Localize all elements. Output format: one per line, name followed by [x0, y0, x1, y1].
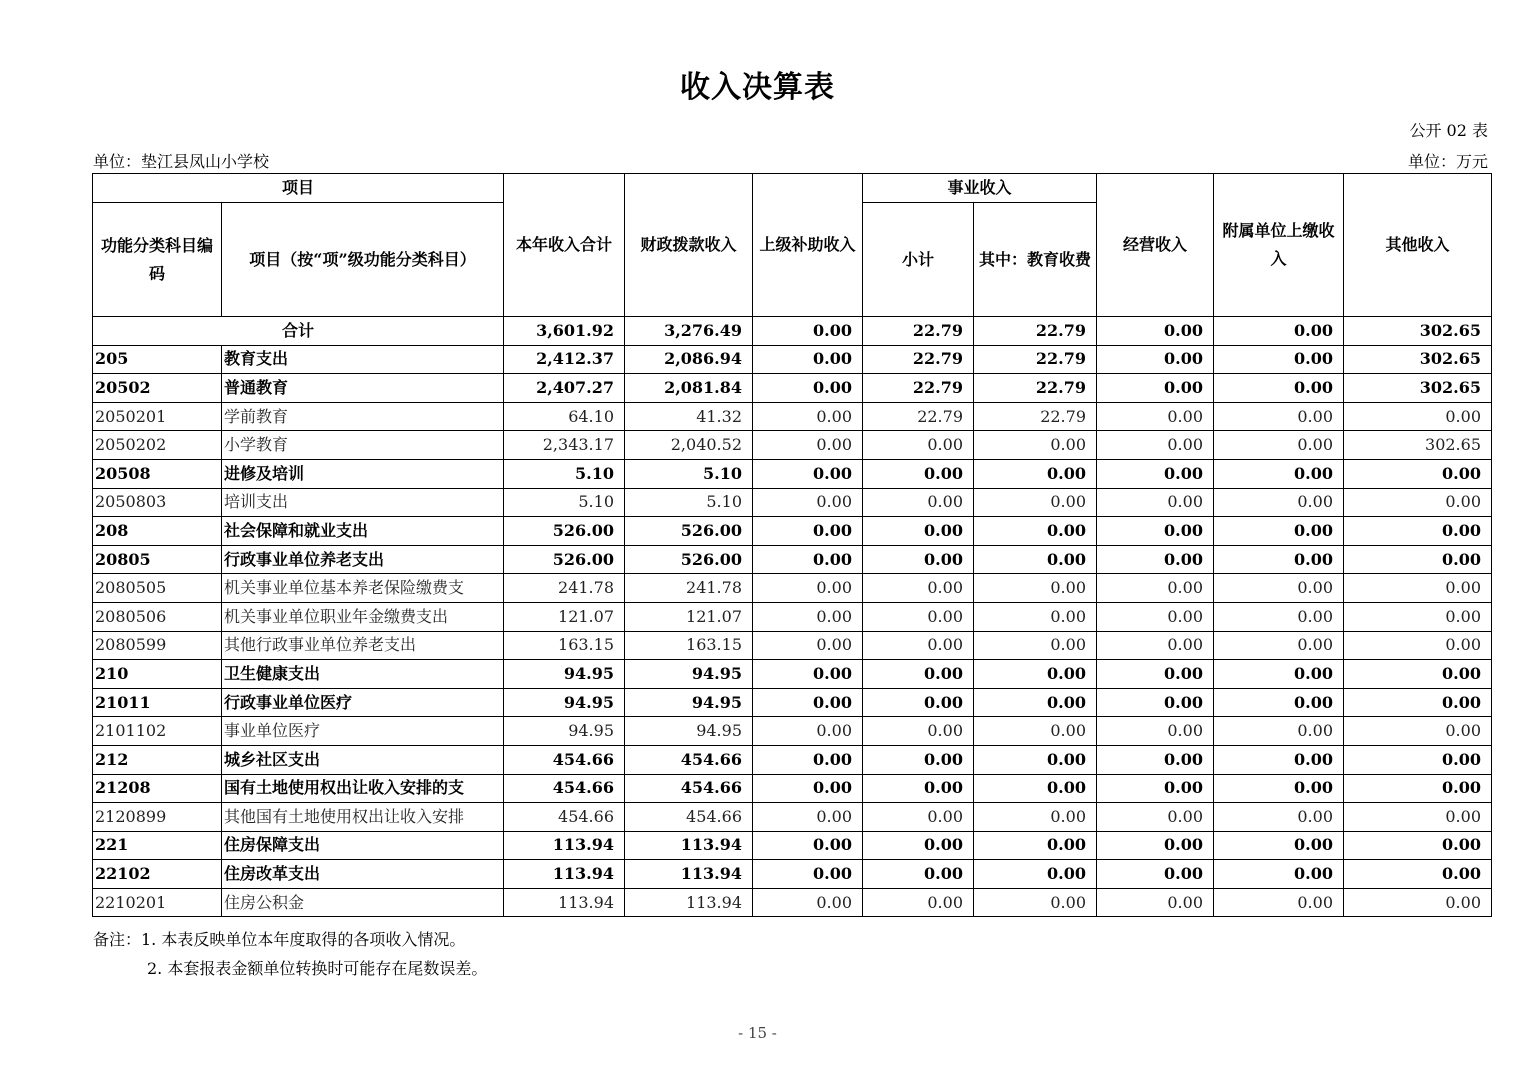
cell-value: 0.00 [753, 688, 863, 717]
cell-value: 0.00 [1344, 774, 1492, 803]
table-row [93, 888, 1492, 917]
cell-value: 0.00 [974, 831, 1097, 860]
cell-value: 0.00 [974, 888, 1097, 917]
cell-value: 302.65 [1344, 374, 1492, 403]
cell-value: 0.00 [753, 660, 863, 689]
cell-value: 0.00 [1344, 860, 1492, 889]
cell-value: 526.00 [625, 517, 753, 546]
cell-code: 2050202 [93, 431, 222, 460]
total-label: 合计 [93, 317, 504, 346]
cell-value: 302.65 [1344, 431, 1492, 460]
cell-value: 0.00 [753, 488, 863, 517]
cell-value: 0.00 [753, 431, 863, 460]
cell-code: 21208 [93, 774, 222, 803]
cell-value: 0.00 [974, 774, 1097, 803]
cell-code: 2080506 [93, 602, 222, 631]
cell-value: 0.00 [1344, 660, 1492, 689]
cell-value: 0.00 [1344, 688, 1492, 717]
cell-value: 0.00 [974, 717, 1097, 746]
cell-value: 22.79 [974, 402, 1097, 431]
cell-value: 94.95 [625, 660, 753, 689]
cell-value: 526.00 [504, 545, 625, 574]
cell-value: 0.00 [1214, 717, 1344, 746]
cell-value: 0.00 [1097, 745, 1214, 774]
cell-value: 0.00 [863, 459, 974, 488]
cell-value: 0.00 [974, 631, 1097, 660]
cell-name: 社会保障和就业支出 [222, 517, 504, 546]
page-number: - 15 - [738, 1024, 777, 1042]
header-operating: 经营收入 [1097, 174, 1214, 317]
cell-value: 0.00 [1097, 803, 1214, 832]
cell-value: 0.00 [753, 517, 863, 546]
cell-name: 事业单位医疗 [222, 717, 504, 746]
cell-value: 0.00 [1214, 517, 1344, 546]
cell-value: 5.10 [625, 488, 753, 517]
cell-value: 0.00 [753, 574, 863, 603]
cell-value: 0.00 [1214, 574, 1344, 603]
cell-value: 0.00 [1214, 374, 1344, 403]
cell-value: 2,412.37 [504, 345, 625, 374]
table-row [93, 459, 1492, 488]
cell-value: 0.00 [974, 488, 1097, 517]
reporting-unit: 单位：垫江县凤山小学校 [93, 152, 270, 171]
cell-value: 0.00 [1214, 774, 1344, 803]
income-table [92, 173, 1492, 917]
table-row [93, 545, 1492, 574]
cell-value: 526.00 [504, 517, 625, 546]
cell-value: 0.00 [1097, 631, 1214, 660]
cell-value: 0.00 [863, 688, 974, 717]
cell-name: 机关事业单位基本养老保险缴费支 [222, 574, 504, 603]
cell-value: 0.00 [863, 431, 974, 460]
cell-value: 0.00 [863, 602, 974, 631]
cell-value: 0.00 [1344, 602, 1492, 631]
cell-value: 454.66 [625, 774, 753, 803]
cell-name: 普通教育 [222, 374, 504, 403]
cell-value: 0.00 [1214, 602, 1344, 631]
cell-value: 0.00 [1097, 660, 1214, 689]
cell-value: 0.00 [863, 545, 974, 574]
cell-value: 0.00 [753, 717, 863, 746]
header-business: 事业收入 [863, 174, 1097, 203]
cell-value: 454.66 [504, 774, 625, 803]
cell-value: 94.95 [504, 717, 625, 746]
cell-name: 小学教育 [222, 431, 504, 460]
currency-unit: 单位：万元 [1407, 152, 1488, 171]
cell-value: 121.07 [625, 602, 753, 631]
table-row [93, 602, 1492, 631]
table-row [93, 860, 1492, 889]
cell-value: 302.65 [1344, 345, 1492, 374]
cell-value: 0.00 [974, 803, 1097, 832]
cell-value: 2,407.27 [504, 374, 625, 403]
cell-code: 212 [93, 745, 222, 774]
cell-value: 0.00 [1344, 717, 1492, 746]
cell-name: 培训支出 [222, 488, 504, 517]
cell-value: 0.00 [1097, 517, 1214, 546]
cell-name: 国有土地使用权出让收入安排的支 [222, 774, 504, 803]
cell-value: 0.00 [1097, 717, 1214, 746]
cell-value: 0.00 [1097, 831, 1214, 860]
cell-value: 0.00 [1344, 745, 1492, 774]
cell-value: 0.00 [1214, 831, 1344, 860]
cell-value: 0.00 [1214, 860, 1344, 889]
table-row [93, 717, 1492, 746]
cell-value: 0.00 [1097, 774, 1214, 803]
cell-name: 其他行政事业单位养老支出 [222, 631, 504, 660]
cell-value: 0.00 [1344, 631, 1492, 660]
cell-value: 0.00 [1097, 345, 1214, 374]
cell-value: 3,276.49 [625, 317, 753, 346]
cell-name: 其他国有土地使用权出让收入安排 [222, 803, 504, 832]
cell-code: 2050803 [93, 488, 222, 517]
cell-code: 20805 [93, 545, 222, 574]
cell-value: 0.00 [1097, 602, 1214, 631]
cell-value: 454.66 [504, 745, 625, 774]
cell-value: 5.10 [504, 459, 625, 488]
table-row [93, 745, 1492, 774]
cell-value: 526.00 [625, 545, 753, 574]
cell-value: 0.00 [1344, 888, 1492, 917]
table-row [93, 631, 1492, 660]
cell-value: 0.00 [753, 545, 863, 574]
header-affiliated: 附属单位上缴收入 [1214, 174, 1344, 317]
cell-value: 0.00 [753, 860, 863, 889]
cell-value: 454.66 [625, 745, 753, 774]
cell-value: 0.00 [1344, 831, 1492, 860]
cell-value: 0.00 [1214, 545, 1344, 574]
cell-value: 0.00 [1097, 888, 1214, 917]
cell-name: 卫生健康支出 [222, 660, 504, 689]
cell-value: 0.00 [974, 431, 1097, 460]
page-title: 收入决算表 [680, 70, 835, 105]
table-row [93, 803, 1492, 832]
cell-value: 0.00 [1214, 402, 1344, 431]
cell-value: 113.94 [625, 860, 753, 889]
cell-value: 22.79 [863, 374, 974, 403]
cell-value: 0.00 [1097, 688, 1214, 717]
cell-value: 113.94 [504, 860, 625, 889]
cell-name: 行政事业单位养老支出 [222, 545, 504, 574]
cell-value: 0.00 [863, 631, 974, 660]
cell-value: 0.00 [1344, 517, 1492, 546]
table-row [93, 517, 1492, 546]
cell-value: 94.95 [504, 688, 625, 717]
header-project: 项目 [93, 174, 504, 203]
note-2: 2. 本套报表金额单位转换时可能存在尾数误差。 [147, 959, 488, 978]
cell-value: 0.00 [863, 860, 974, 889]
cell-value: 0.00 [753, 459, 863, 488]
cell-value: 0.00 [1214, 803, 1344, 832]
cell-value: 0.00 [753, 803, 863, 832]
cell-value: 22.79 [863, 345, 974, 374]
cell-value: 0.00 [753, 602, 863, 631]
cell-value: 0.00 [1344, 803, 1492, 832]
cell-code: 210 [93, 660, 222, 689]
cell-code: 21011 [93, 688, 222, 717]
cell-value: 0.00 [974, 459, 1097, 488]
cell-value: 2,343.17 [504, 431, 625, 460]
cell-value: 0.00 [974, 688, 1097, 717]
cell-code: 22102 [93, 860, 222, 889]
table-row [93, 831, 1492, 860]
cell-value: 41.32 [625, 402, 753, 431]
cell-value: 5.10 [504, 488, 625, 517]
cell-code: 2080505 [93, 574, 222, 603]
cell-name: 住房保障支出 [222, 831, 504, 860]
cell-value: 0.00 [1097, 459, 1214, 488]
cell-value: 0.00 [863, 803, 974, 832]
cell-value: 0.00 [1344, 574, 1492, 603]
cell-value: 22.79 [974, 345, 1097, 374]
cell-value: 454.66 [504, 803, 625, 832]
cell-value: 163.15 [625, 631, 753, 660]
cell-value: 94.95 [504, 660, 625, 689]
cell-name: 住房改革支出 [222, 860, 504, 889]
cell-value: 0.00 [974, 517, 1097, 546]
cell-value: 0.00 [974, 745, 1097, 774]
cell-value: 5.10 [625, 459, 753, 488]
cell-value: 0.00 [863, 574, 974, 603]
form-number: 公开 02 表 [1409, 121, 1488, 140]
cell-code: 20502 [93, 374, 222, 403]
cell-value: 241.78 [504, 574, 625, 603]
cell-code: 2080599 [93, 631, 222, 660]
cell-value: 163.15 [504, 631, 625, 660]
cell-code: 205 [93, 345, 222, 374]
cell-code: 2120899 [93, 803, 222, 832]
cell-value: 2,040.52 [625, 431, 753, 460]
cell-value: 0.00 [753, 374, 863, 403]
cell-value: 0.00 [1344, 459, 1492, 488]
cell-value: 0.00 [1097, 374, 1214, 403]
cell-value: 121.07 [504, 602, 625, 631]
cell-value: 0.00 [974, 574, 1097, 603]
cell-value: 0.00 [863, 831, 974, 860]
cell-value: 454.66 [625, 803, 753, 832]
cell-value: 2,081.84 [625, 374, 753, 403]
cell-value: 2,086.94 [625, 345, 753, 374]
header-total: 本年收入合计 [504, 174, 625, 317]
cell-value: 0.00 [1344, 545, 1492, 574]
cell-code: 221 [93, 831, 222, 860]
cell-value: 0.00 [1097, 545, 1214, 574]
cell-code: 2101102 [93, 717, 222, 746]
cell-value: 0.00 [1097, 860, 1214, 889]
cell-value: 0.00 [753, 888, 863, 917]
cell-name: 学前教育 [222, 402, 504, 431]
table-row [93, 574, 1492, 603]
table-row [93, 688, 1492, 717]
cell-value: 22.79 [863, 402, 974, 431]
cell-value: 0.00 [974, 602, 1097, 631]
cell-value: 0.00 [1344, 488, 1492, 517]
cell-value: 0.00 [1214, 688, 1344, 717]
cell-value: 0.00 [1344, 402, 1492, 431]
cell-value: 302.65 [1344, 317, 1492, 346]
cell-value: 0.00 [974, 860, 1097, 889]
header-edu-fee: 其中：教育收费 [974, 203, 1097, 317]
cell-value: 0.00 [753, 745, 863, 774]
cell-value: 22.79 [974, 374, 1097, 403]
cell-value: 0.00 [753, 402, 863, 431]
header-fiscal: 财政拨款收入 [625, 174, 753, 317]
cell-value: 0.00 [1214, 631, 1344, 660]
cell-value: 0.00 [1214, 431, 1344, 460]
cell-value: 0.00 [1097, 317, 1214, 346]
cell-value: 3,601.92 [504, 317, 625, 346]
cell-value: 0.00 [753, 774, 863, 803]
header-superior: 上级补助收入 [753, 174, 863, 317]
cell-value: 0.00 [1214, 459, 1344, 488]
total-row [93, 317, 1492, 346]
cell-code: 20508 [93, 459, 222, 488]
cell-value: 0.00 [753, 631, 863, 660]
cell-value: 22.79 [863, 317, 974, 346]
cell-value: 0.00 [974, 660, 1097, 689]
cell-value: 0.00 [1214, 345, 1344, 374]
table-row [93, 402, 1492, 431]
note-1: 备注：1. 本表反映单位本年度取得的各项收入情况。 [93, 930, 466, 949]
cell-name: 教育支出 [222, 345, 504, 374]
cell-value: 113.94 [504, 831, 625, 860]
table-row [93, 660, 1492, 689]
cell-value: 0.00 [1214, 745, 1344, 774]
cell-value: 0.00 [1097, 431, 1214, 460]
notes [93, 925, 487, 983]
cell-code: 208 [93, 517, 222, 546]
cell-value: 0.00 [974, 545, 1097, 574]
cell-value: 22.79 [974, 317, 1097, 346]
cell-value: 0.00 [1214, 888, 1344, 917]
cell-value: 0.00 [1214, 660, 1344, 689]
header-name: 项目（按“项”级功能分类科目） [222, 203, 504, 317]
header-subtotal: 小计 [863, 203, 974, 317]
cell-value: 0.00 [863, 717, 974, 746]
cell-value: 113.94 [504, 888, 625, 917]
cell-value: 0.00 [1097, 574, 1214, 603]
header-code: 功能分类科目编码 [93, 203, 222, 317]
cell-value: 0.00 [863, 488, 974, 517]
cell-name: 住房公积金 [222, 888, 504, 917]
cell-value: 113.94 [625, 831, 753, 860]
cell-value: 0.00 [1214, 488, 1344, 517]
cell-value: 0.00 [863, 774, 974, 803]
cell-code: 2210201 [93, 888, 222, 917]
cell-name: 机关事业单位职业年金缴费支出 [222, 602, 504, 631]
table-row [93, 345, 1492, 374]
table-row [93, 431, 1492, 460]
cell-value: 64.10 [504, 402, 625, 431]
cell-code: 2050201 [93, 402, 222, 431]
cell-name: 进修及培训 [222, 459, 504, 488]
cell-value: 0.00 [863, 888, 974, 917]
cell-value: 241.78 [625, 574, 753, 603]
cell-name: 行政事业单位医疗 [222, 688, 504, 717]
cell-value: 0.00 [1097, 488, 1214, 517]
cell-value: 0.00 [863, 660, 974, 689]
table-row [93, 374, 1492, 403]
cell-value: 94.95 [625, 717, 753, 746]
table-row [93, 774, 1492, 803]
cell-value: 0.00 [753, 317, 863, 346]
cell-value: 0.00 [753, 831, 863, 860]
table-row [93, 488, 1492, 517]
cell-value: 0.00 [753, 345, 863, 374]
cell-value: 113.94 [625, 888, 753, 917]
cell-value: 0.00 [863, 517, 974, 546]
cell-value: 0.00 [863, 745, 974, 774]
cell-value: 0.00 [1214, 317, 1344, 346]
cell-value: 94.95 [625, 688, 753, 717]
header-other: 其他收入 [1344, 174, 1492, 317]
cell-name: 城乡社区支出 [222, 745, 504, 774]
cell-value: 0.00 [1097, 402, 1214, 431]
